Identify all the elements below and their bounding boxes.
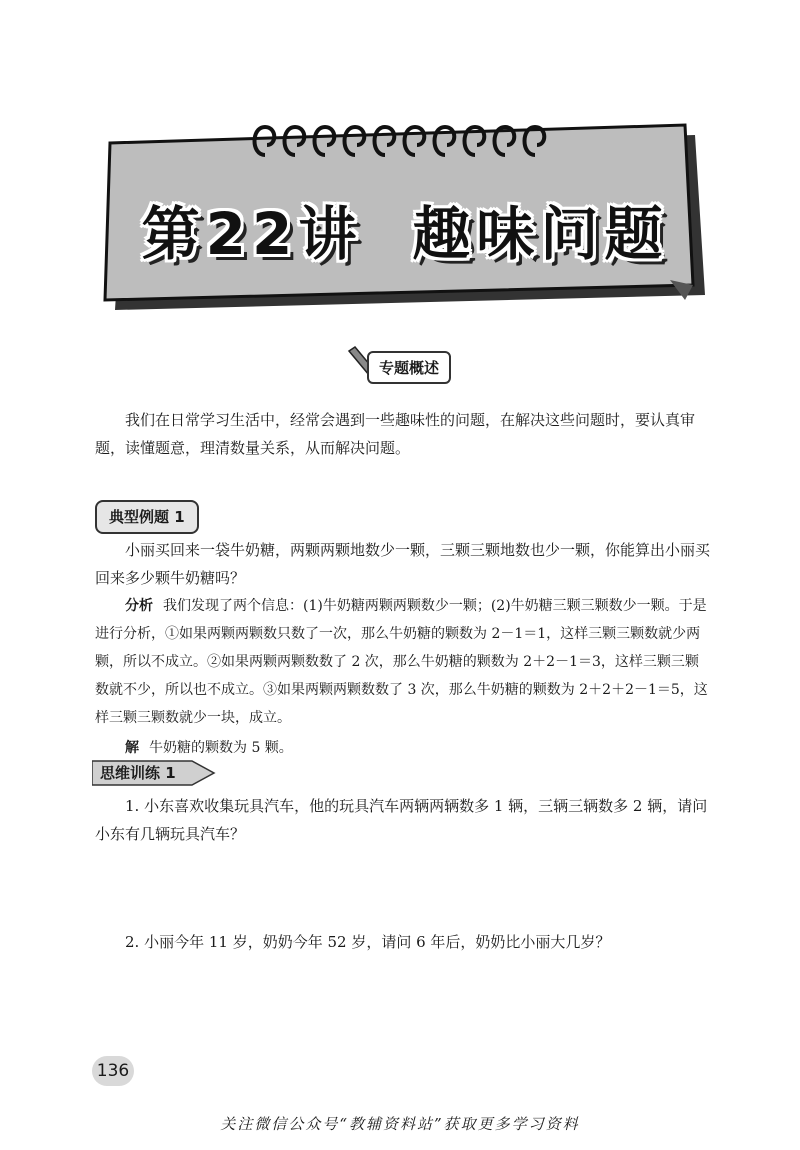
section-overview-label: 专题概述	[367, 351, 451, 384]
example-tag: 典型例题 1	[95, 500, 199, 534]
chapter-topic: 趣味问题	[412, 200, 669, 268]
exercise-2: 2. 小丽今年 11 岁，奶奶今年 52 岁，请问 6 年后，奶奶比小丽大几岁？	[125, 933, 611, 951]
analysis-text: 我们发现了两个信息：(1)牛奶糖两颗两颗数少一颗；(2)牛奶糖三颗三颗数少一颗。于是进行分析，①如果两颗两颗数只数了一次，那么牛奶糖的颗数为 2－1＝1，这样三颗三颗数就少两颗，所以不成立。②如果两颗两颗数数了 2 次，那么牛奶糖的颗数为 2＋2－1＝3，这样三颗三颗数就不少，所以也不成立。③如果两颗两颗数数了 3 次，那么牛奶糖的颗数为 2＋2＋2－1＝5，这样三颗三颗数就少一块，成立。	[95, 598, 708, 726]
training-tag-label: 思维训练 1	[100, 764, 176, 782]
section-overview-badge	[345, 345, 465, 385]
example-analysis	[95, 592, 710, 732]
chapter-banner	[95, 95, 715, 335]
exercise-1: 1. 小东喜欢收集玩具汽车，他的玩具汽车两辆两辆数多 1 辆，三辆三辆数多 2 辆，请问小东有几辆玩具汽车？	[95, 797, 708, 843]
solution-label: 解	[125, 740, 139, 756]
page-number: 136	[92, 1056, 134, 1086]
analysis-label: 分析	[125, 598, 153, 614]
example-solution	[95, 734, 710, 762]
chapter-number: 第22讲	[141, 200, 363, 268]
footer-note: 关注微信公众号“教辅资料站”获取更多学习资料	[220, 1115, 580, 1133]
chapter-title	[95, 187, 715, 271]
training-tag	[92, 760, 222, 786]
solution-text: 牛奶糖的颗数为 5 颗。	[149, 740, 293, 756]
example-question: 小丽买回来一袋牛奶糖，两颗两颗地数少一颗，三颗三颗地数也少一颗，你能算出小丽买回来多少颗牛奶糖吗？	[95, 541, 711, 587]
intro-paragraph: 我们在日常学习生活中，经常会遇到一些趣味性的问题，在解决这些问题时，要认真审题，读懂题意，理清数量关系，从而解决问题。	[95, 411, 696, 457]
